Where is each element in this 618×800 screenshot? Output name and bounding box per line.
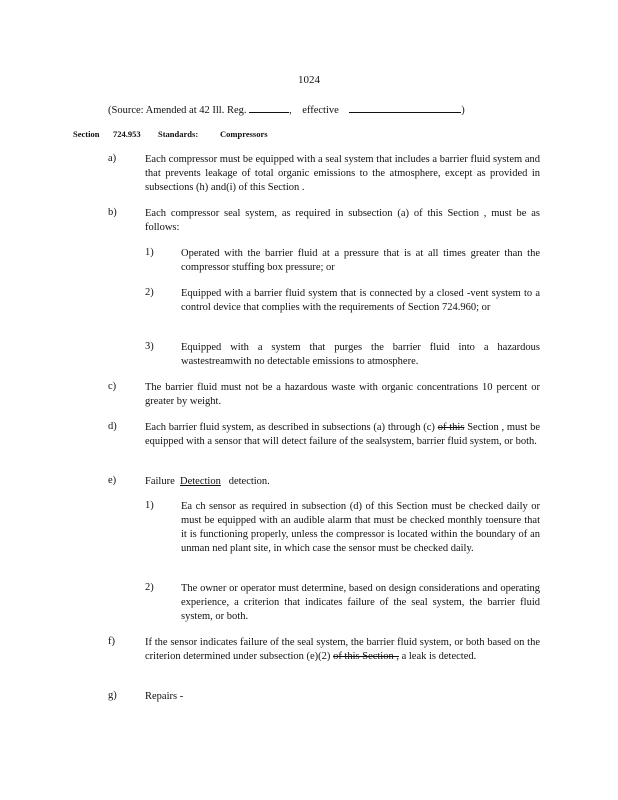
subsection-marker: e) [108,475,117,486]
subsection-b-3 [145,341,540,369]
subsection-marker: g) [108,690,117,701]
source-note [108,102,465,116]
subsection-e [108,475,540,489]
subsection-text [145,636,540,664]
heading-before: Failure [145,476,175,487]
text-after: a leak is detected. [401,651,477,662]
subsection-marker: a) [108,153,117,164]
paragraph-text: Equipped with a barrier fluid system that is connected by a closed -vent system to a control device that complies with the requirements of Section 724.960; or [181,288,540,313]
source-suffix: ) [461,105,465,116]
paragraph-text: Ea ch sensor as required in subsection (d) of this Section must be checked daily or must be equipped with an audible alarm that must be checked monthly toensure that it is functioning properly, unless the compressor is located within the boundary of an unman ned plant site, in which case the sensor must be checked daily. [181,501,540,554]
paragraph-marker: 1) [145,247,154,258]
subsection-e-1 [145,500,540,556]
section-heading: Standards: [158,129,199,139]
paragraph-text: Equipped with a system that purges the barrier fluid into a hazardous wastestreamwith no detectable emissions to atmosphere. [181,342,540,367]
struck-text: of this Section , [333,651,399,662]
source-blank-date [349,102,461,113]
subsection-marker: b) [108,207,117,218]
text-before: Each barrier fluid system, as described in subsections (a) through (c) [145,422,435,433]
subsection-c [108,381,540,409]
source-prefix: (Source: Amended at 42 Ill. Reg. [108,105,247,116]
paragraph-marker: 2) [145,582,154,593]
paragraph-text: The owner or operator must determine, based on design considerations and operating experience, a criterion that indicates failure of the seal system, the barrier fluid system, or both. [181,583,540,622]
underlined-text: Detection [180,476,221,487]
paragraph-marker: 3) [145,341,154,352]
subsection-marker: c) [108,381,117,392]
subsection-text: The barrier fluid must not be a hazardous waste with organic concentrations 10 percent or greater by weight. [145,382,540,407]
subsection-b [108,207,540,235]
subsection-text [145,421,540,449]
text-before: If the sensor indicates failure of the seal system, the barrier fluid system, or both based on the criterion determined under subsection (e)(2) [145,637,540,662]
heading-after: detection. [228,476,270,487]
section-number: 724.953 [113,129,141,139]
section-title: Compressors [220,129,268,139]
section-label: Section [73,129,100,139]
paragraph-marker: 2) [145,287,154,298]
subsection-g [108,690,540,704]
text-after: Section , must be equipped with a sensor that will detect failure of the sealsystem, barrier fluid system, or both. [145,422,540,447]
paragraph-text: Operated with the barrier fluid at a pressure that is at all times greater than the compressor stuffing box pressure; or [181,248,540,273]
subsection-text: Each compressor must be equipped with a seal system that includes a barrier fluid system and that prevents leakage of total organic emissions to the atmosphere, except as provided in subsections (h) and(i) of this Section . [145,154,540,193]
struck-text: of this [437,422,465,433]
source-comma: , [289,105,292,116]
paragraph-marker: 1) [145,500,154,511]
subsection-b-2 [145,287,540,315]
subsection-marker: d) [108,421,117,432]
source-blank-register [249,102,289,113]
subsection-e-2 [145,582,540,624]
subsection-f [108,636,540,664]
subsection-d [108,421,540,449]
subsection-heading [145,475,540,489]
subsection-b-1 [145,247,540,275]
subsection-text: Each compressor seal system, as required in subsection (a) of this Section , must be as follows: [145,208,540,233]
source-effective: effective [302,105,339,116]
subsection-marker: f) [108,636,115,647]
page-number: 1024 [298,74,320,86]
subsection-a [108,153,540,195]
subsection-text: Repairs - [145,691,184,702]
